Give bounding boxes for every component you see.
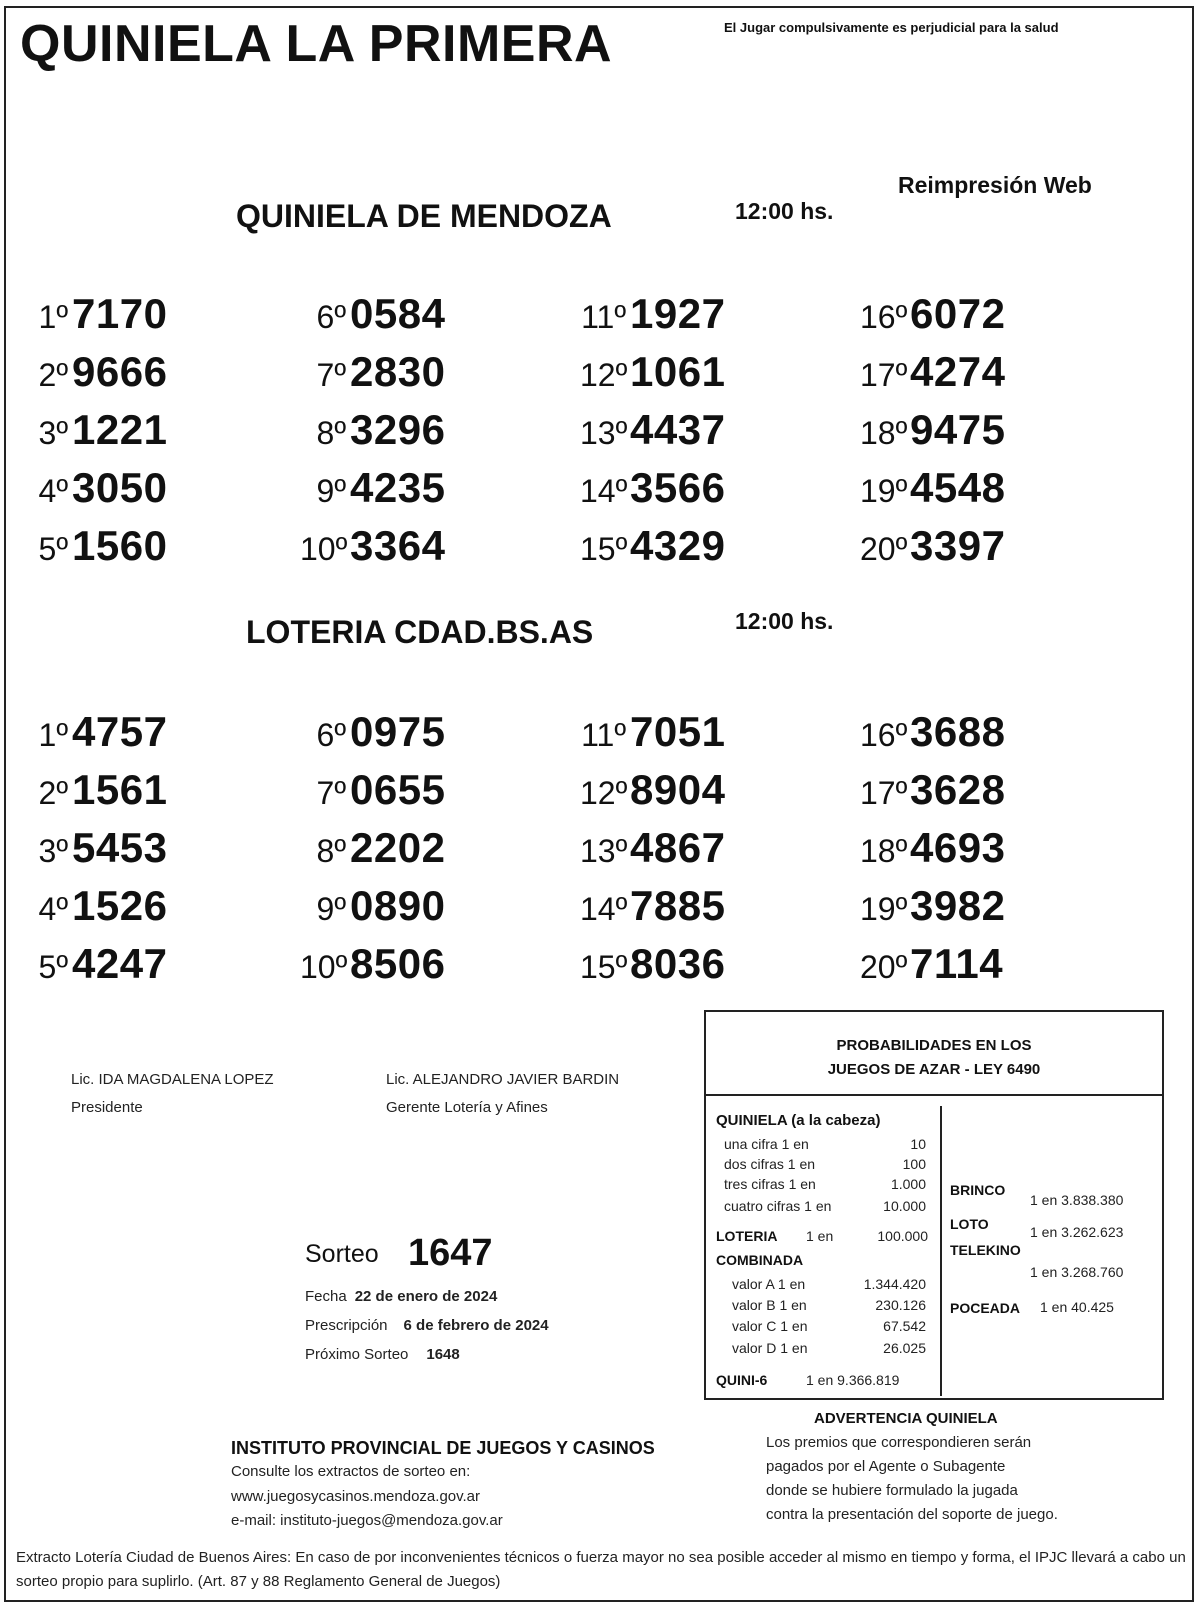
prob-label: valor D 1 en (732, 1340, 808, 1356)
draw-position: 17º (860, 357, 908, 393)
draw-result-row (580, 348, 725, 406)
draw-number: 8036 (630, 940, 726, 987)
poceada-prob-label: POCEADA (950, 1300, 1021, 1316)
draw-result-row (580, 766, 725, 824)
advertencia-line: pagados por el Agente o Subagente (766, 1458, 1006, 1475)
signature-president (71, 1066, 274, 1122)
probabilities-divider (940, 1106, 942, 1396)
draw-result-row (22, 290, 167, 348)
draw-number: 3688 (910, 708, 1006, 755)
draw-position: 7º (316, 775, 346, 811)
draw-result-row (22, 406, 167, 464)
draw-position: 5º (38, 531, 68, 567)
draw-position: 15º (580, 949, 628, 985)
advertencia-line: contra la presentación del soporte de juego. (766, 1506, 1058, 1523)
draw-position: 2º (38, 775, 68, 811)
proximo-value: 1648 (426, 1346, 460, 1363)
draw-result-row (300, 290, 445, 348)
draw-position: 4º (38, 473, 68, 509)
prescripcion-value: 6 de febrero de 2024 (403, 1317, 549, 1334)
draw-column (860, 290, 1005, 580)
draw-result-row (580, 406, 725, 464)
draw-number: 3982 (910, 882, 1006, 929)
draw-result-row (300, 406, 445, 464)
draw-result-row (860, 882, 1005, 940)
draw-result-row (22, 766, 167, 824)
draw-position: 5º (38, 949, 68, 985)
prob-value: 67.542 (883, 1318, 926, 1334)
draw-result-row (22, 522, 167, 580)
telekino-prob-label: TELEKINO (950, 1242, 1021, 1258)
prob-value: 10.000 (883, 1198, 926, 1214)
draw-result-row (300, 348, 445, 406)
draw-position: 8º (316, 833, 346, 869)
draw-title-mendoza: QUINIELA DE MENDOZA (236, 198, 612, 234)
draw-result-row (300, 708, 445, 766)
brinco-prob-value: 1 en 3.838.380 (1030, 1192, 1124, 1208)
draw-position: 7º (316, 357, 346, 393)
draw-position: 12º (580, 357, 628, 393)
page-title: QUINIELA LA PRIMERA (20, 15, 613, 73)
footer-note: Extracto Lotería Ciudad de Buenos Aires: En caso de por inconvenientes técnicos o fuerza mayor no sea posible acceder al mismo en tiempo y forma, el IPJC llevará a cabo un sorteo propio para suplirlo. (Art. 87 y 88 Reglamento General de Juegos) (16, 1549, 1186, 1590)
advertencia-title: ADVERTENCIA QUINIELA (814, 1410, 998, 1427)
draw-position: 18º (860, 833, 908, 869)
draw-number: 4693 (910, 824, 1006, 871)
draw-position: 6º (316, 717, 346, 753)
signature-manager (386, 1066, 619, 1122)
draw-position: 9º (316, 891, 346, 927)
draw-result-row (22, 708, 167, 766)
draw-number: 4548 (910, 464, 1006, 511)
draw-result-row (860, 290, 1005, 348)
prob-value: 230.126 (875, 1297, 926, 1313)
reprint-label: Reimpresión Web (898, 172, 1092, 198)
prescripcion-label: Prescripción (305, 1317, 388, 1334)
loteria-prob-label: LOTERIA (716, 1228, 778, 1244)
draw-result-row (22, 824, 167, 882)
draw-result-row (860, 824, 1005, 882)
poceada-prob-value: 1 en 40.425 (1040, 1299, 1114, 1315)
draw-position: 18º (860, 415, 908, 451)
probabilities-header (706, 1012, 1162, 1096)
draw-position: 9º (316, 473, 346, 509)
prob-label: valor B 1 en (732, 1297, 807, 1313)
draw-number: 2830 (350, 348, 446, 395)
quiniela-prob-title: QUINIELA (a la cabeza) (716, 1112, 881, 1129)
draw-result-row (580, 882, 725, 940)
institute-title: INSTITUTO PROVINCIAL DE JUEGOS Y CASINOS (231, 1438, 655, 1458)
draw-result-row (860, 708, 1005, 766)
health-warning: El Jugar compulsivamente es perjudicial para la salud (724, 20, 1059, 35)
draw-number: 1561 (72, 766, 168, 813)
draw-number: 1526 (72, 882, 168, 929)
draw-position: 10º (300, 531, 348, 567)
draw-result-row (22, 348, 167, 406)
draw-number: 8506 (350, 940, 446, 987)
draw-position: 2º (38, 357, 68, 393)
signature-name: Lic. IDA MAGDALENA LOPEZ (71, 1071, 274, 1088)
draw-number: 9475 (910, 406, 1006, 453)
draw-number: 2202 (350, 824, 446, 871)
draw-position: 14º (580, 473, 628, 509)
draw-result-row (300, 824, 445, 882)
probabilities-box (704, 1010, 1164, 1400)
prob-label: cuatro cifras 1 en (724, 1198, 832, 1214)
draw-position: 3º (38, 415, 68, 451)
draw-result-row (860, 766, 1005, 824)
draw-result-row (580, 824, 725, 882)
draw-number: 1560 (72, 522, 168, 569)
draw-position: 13º (580, 415, 628, 451)
prob-label: valor C 1 en (732, 1318, 808, 1334)
draw-number: 4757 (72, 708, 168, 755)
draw-column (22, 708, 167, 998)
draw-position: 3º (38, 833, 68, 869)
draw-column (580, 708, 725, 998)
prob-label: valor A 1 en (732, 1276, 806, 1292)
fecha-value: 22 de enero de 2024 (354, 1288, 498, 1305)
sorteo-label: Sorteo (305, 1240, 379, 1268)
prob-value: 1.344.420 (863, 1276, 926, 1292)
draw-column (860, 708, 1005, 998)
draw-position: 19º (860, 473, 908, 509)
draw-number: 3296 (350, 406, 446, 453)
draw-position: 14º (580, 891, 628, 927)
draw-position: 1º (38, 717, 68, 753)
draw-number: 1927 (630, 290, 726, 337)
draw-number: 7885 (630, 882, 726, 929)
draw-result-row (860, 522, 1005, 580)
draw-number: 8904 (630, 766, 726, 813)
draw-position: 6º (316, 299, 346, 335)
draw-position: 8º (316, 415, 346, 451)
loteria-prob-value: 100.000 (877, 1228, 928, 1244)
draw-position: 13º (580, 833, 628, 869)
draw-result-row (300, 940, 445, 998)
prob-label: una cifra 1 en (724, 1136, 809, 1152)
draw-result-row (860, 348, 1005, 406)
draw-number: 3397 (910, 522, 1006, 569)
advertencia-line: donde se hubiere formulado la jugada (766, 1482, 1018, 1499)
draw-position: 16º (860, 299, 908, 335)
prob-value: 1.000 (890, 1176, 926, 1192)
draw-number: 3566 (630, 464, 726, 511)
draw-result-row (300, 882, 445, 940)
draw-position: 16º (860, 717, 908, 753)
draw-result-row (580, 464, 725, 522)
probabilities-title-2: JUEGOS DE AZAR - LEY 6490 (827, 1061, 1041, 1078)
draw-number: 3050 (72, 464, 168, 511)
loteria-prob-en: 1 en (806, 1228, 834, 1244)
combinada-prob-title: COMBINADA (716, 1252, 804, 1268)
draw-result-row (22, 882, 167, 940)
draw-result-row (300, 522, 445, 580)
draw-number: 4235 (350, 464, 446, 511)
draw-position: 4º (38, 891, 68, 927)
draw-number: 1061 (630, 348, 726, 395)
advertencia-line: Los premios que correspondieren serán (766, 1434, 1032, 1451)
draw-result-row (300, 464, 445, 522)
draw-title-ciudad: LOTERIA CDAD.BS.AS (246, 614, 594, 650)
draw-result-row (580, 708, 725, 766)
telekino-prob-value: 1 en 3.268.760 (1030, 1264, 1124, 1280)
draw-column (300, 708, 445, 998)
draw-result-row (22, 940, 167, 998)
signature-name: Lic. ALEJANDRO JAVIER BARDIN (386, 1071, 620, 1088)
draw-number: 4274 (910, 348, 1006, 395)
draw-result-row (860, 406, 1005, 464)
prob-value: 100 (902, 1156, 926, 1172)
draw-result-row (580, 940, 725, 998)
draw-number: 7170 (72, 290, 168, 337)
draw-result-row (860, 464, 1005, 522)
fecha-line (305, 1288, 497, 1305)
draw-result-row (860, 940, 1005, 998)
signature-role: Gerente Lotería y Afines (386, 1099, 548, 1116)
draw-position: 20º (860, 531, 908, 567)
draw-position: 20º (860, 949, 908, 985)
draw-column (300, 290, 445, 580)
prob-value: 10 (910, 1136, 926, 1152)
draw-position: 15º (580, 531, 628, 567)
prob-label: tres cifras 1 en (724, 1176, 816, 1192)
draw-time-mendoza: 12:00 hs. (735, 198, 834, 224)
draw-number: 0655 (350, 766, 446, 813)
draw-number: 0890 (350, 882, 446, 929)
draw-position: 11º (581, 299, 626, 335)
draw-result-row (580, 290, 725, 348)
draw-time-ciudad: 12:00 hs. (735, 608, 834, 634)
draw-position: 19º (860, 891, 908, 927)
draw-number: 0975 (350, 708, 446, 755)
prob-label: dos cifras 1 en (724, 1156, 816, 1172)
quini6-prob-value: 1 en 9.366.819 (806, 1372, 900, 1388)
signature-role: Presidente (71, 1099, 143, 1116)
draw-number: 3364 (350, 522, 446, 569)
draw-number: 4437 (630, 406, 726, 453)
prescripcion-line (305, 1317, 549, 1334)
draw-number: 4867 (630, 824, 726, 871)
draw-number: 6072 (910, 290, 1006, 337)
proximo-line (305, 1346, 460, 1363)
probabilities-title-1: PROBABILIDADES EN LOS (836, 1037, 1032, 1054)
draw-result-row (300, 766, 445, 824)
draw-number: 4329 (630, 522, 726, 569)
brinco-prob-label: BRINCO (950, 1182, 1006, 1198)
fecha-label: Fecha (305, 1288, 347, 1305)
draw-number: 1221 (72, 406, 168, 453)
institute-line: Consulte los extractos de sorteo en: (231, 1463, 471, 1480)
prob-value: 26.025 (883, 1340, 926, 1356)
draw-position: 10º (300, 949, 348, 985)
draw-position: 17º (860, 775, 908, 811)
draw-position: 1º (38, 299, 68, 335)
draw-column (580, 290, 725, 580)
draw-number: 5453 (72, 824, 168, 871)
draw-result-row (580, 522, 725, 580)
sorteo-number: 1647 (408, 1232, 493, 1274)
draw-number: 7114 (910, 940, 1004, 987)
draw-result-row (22, 464, 167, 522)
proximo-label: Próximo Sorteo (305, 1346, 409, 1363)
draw-number: 7051 (630, 708, 726, 755)
draw-number: 9666 (72, 348, 168, 395)
draw-position: 11º (581, 717, 626, 753)
institute-email[interactable]: e-mail: instituto-juegos@mendoza.gov.ar (231, 1512, 503, 1529)
draw-number: 4247 (72, 940, 168, 987)
draw-position: 12º (580, 775, 628, 811)
loto-prob-label: LOTO (950, 1216, 989, 1232)
quini6-prob-label: QUINI-6 (716, 1372, 768, 1388)
institute-website[interactable]: www.juegosycasinos.mendoza.gov.ar (231, 1488, 481, 1505)
draw-column (22, 290, 167, 580)
loto-prob-value: 1 en 3.262.623 (1030, 1224, 1124, 1240)
draw-number: 0584 (350, 290, 446, 337)
draw-number: 3628 (910, 766, 1006, 813)
